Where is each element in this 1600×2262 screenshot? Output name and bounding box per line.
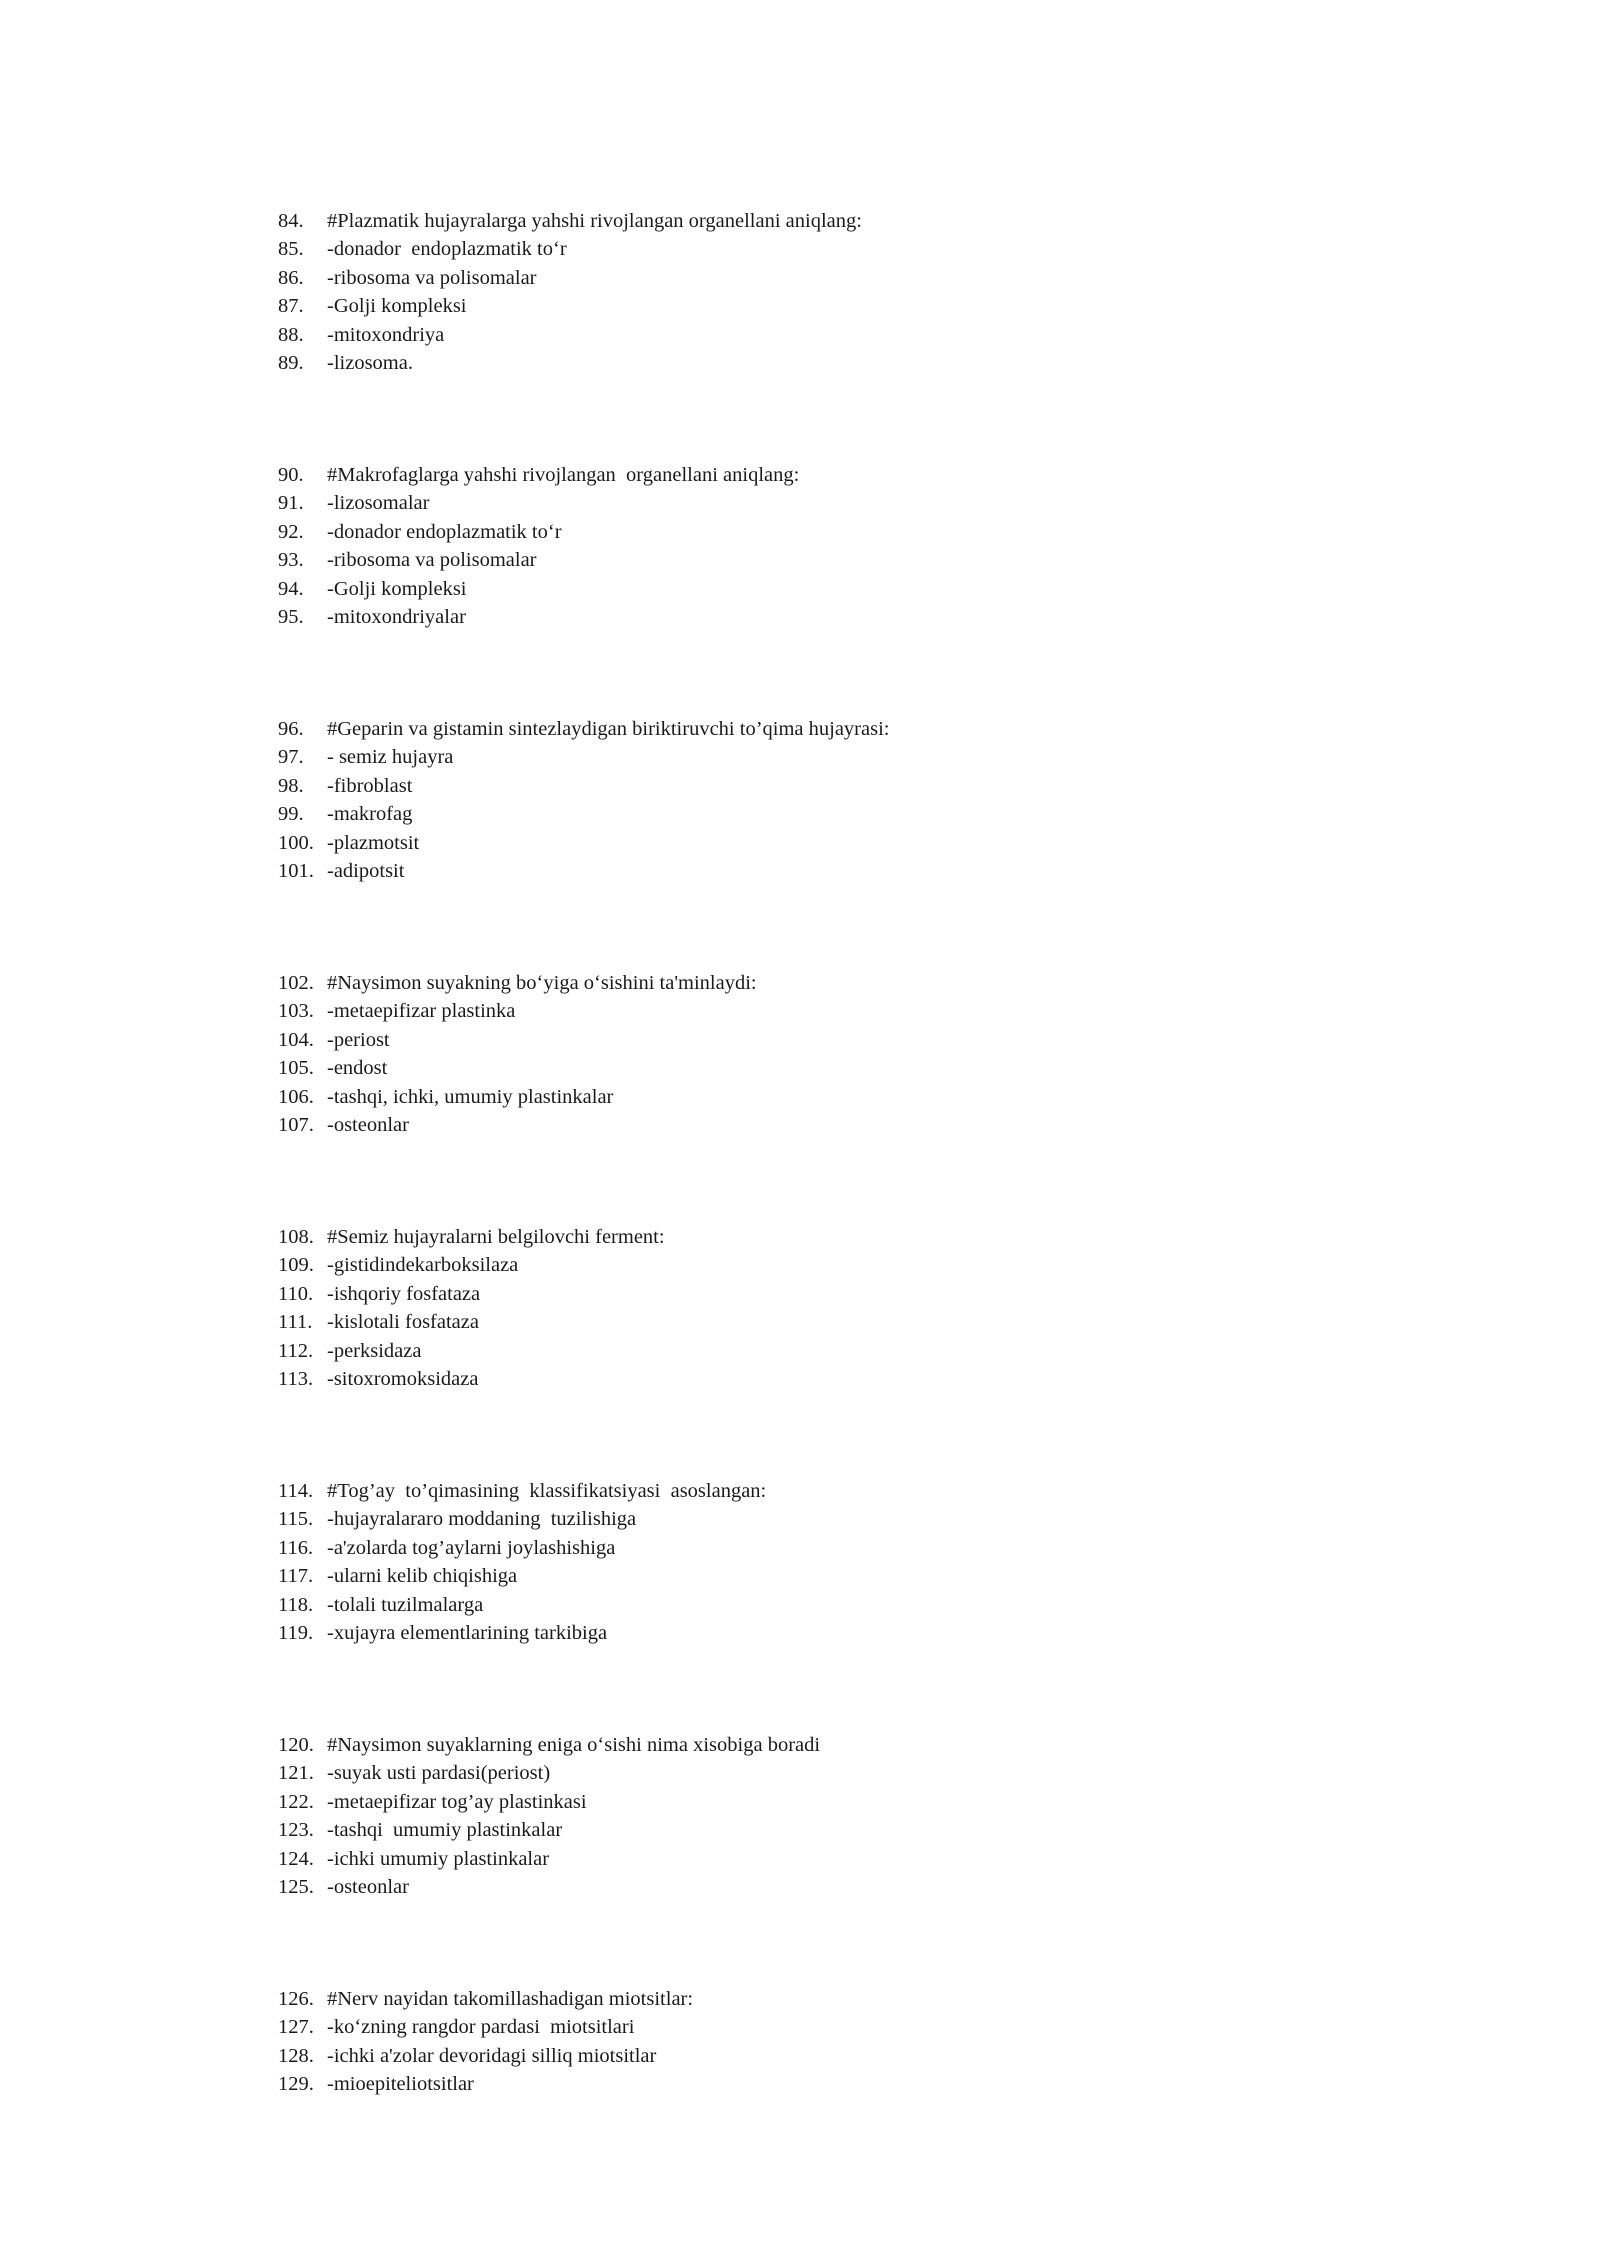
- item-number: 115.: [278, 1508, 314, 1531]
- option-text: -donador endoplazmatik to‘r: [327, 520, 562, 543]
- question-block: [278, 1223, 1378, 1393]
- option-line: [278, 743, 1378, 771]
- option-line: [278, 829, 1378, 857]
- option-line: [278, 235, 1378, 263]
- option-text: -donador endoplazmatik to‘r: [327, 238, 567, 261]
- item-number: 120.: [278, 1734, 314, 1756]
- option-line: [278, 1873, 1378, 1901]
- item-number: 94.: [278, 577, 304, 600]
- item-number: 84.: [278, 210, 304, 232]
- question-block: [278, 715, 1378, 885]
- item-number: 89.: [278, 351, 304, 374]
- question-block: [278, 461, 1378, 631]
- item-number: 90.: [278, 464, 304, 486]
- option-text: - semiz hujayra: [327, 746, 454, 769]
- item-number: 102.: [278, 972, 314, 994]
- item-number: 106.: [278, 1085, 314, 1108]
- option-line: [278, 1054, 1378, 1082]
- option-text: -plazmotsit: [327, 831, 420, 854]
- option-line: [278, 1111, 1378, 1139]
- item-number: 124.: [278, 1847, 314, 1870]
- item-number: 117.: [278, 1565, 314, 1588]
- question-text: #Naysimon suyaklarning eniga o‘sishi nima xisobiga boradi: [327, 1734, 821, 1756]
- item-number: 111.: [278, 1311, 313, 1334]
- option-line: [278, 2013, 1378, 2041]
- option-text: -mioepiteliotsitlar: [327, 2073, 474, 2096]
- question-line: [278, 1477, 1378, 1505]
- item-number: 129.: [278, 2073, 314, 2096]
- option-text: -tolali tuzilmalarga: [327, 1593, 484, 1616]
- option-line: [278, 546, 1378, 574]
- option-text: -ichki umumiy plastinkalar: [327, 1847, 550, 1870]
- question-line: [278, 1985, 1378, 2013]
- question-line: [278, 715, 1378, 743]
- option-text: -mitoxondriya: [327, 323, 445, 346]
- item-number: 110.: [278, 1282, 314, 1305]
- item-number: 127.: [278, 2016, 314, 2039]
- option-line: [278, 489, 1378, 517]
- option-line: [278, 264, 1378, 292]
- option-text: -suyak usti pardasi(periost): [327, 1762, 551, 1785]
- option-line: [278, 1308, 1378, 1336]
- option-text: -sitoxromoksidaza: [327, 1367, 479, 1390]
- item-number: 113.: [278, 1367, 314, 1390]
- item-number: 116.: [278, 1536, 314, 1559]
- option-text: -a'zolarda tog’aylarni joylashishiga: [327, 1536, 616, 1559]
- item-number: 95.: [278, 605, 304, 628]
- option-line: [278, 1788, 1378, 1816]
- item-number: 118.: [278, 1593, 314, 1616]
- item-number: 96.: [278, 718, 304, 740]
- option-line: [278, 1591, 1378, 1619]
- item-number: 86.: [278, 266, 304, 289]
- item-number: 114.: [278, 1480, 314, 1502]
- question-text: #Nerv nayidan takomillashadigan miotsitlar:: [327, 1988, 694, 2010]
- item-number: 112.: [278, 1339, 314, 1362]
- option-line: [278, 321, 1378, 349]
- item-number: 99.: [278, 803, 304, 826]
- option-line: [278, 1505, 1378, 1533]
- question-line: [278, 461, 1378, 489]
- item-number: 128.: [278, 2044, 314, 2067]
- option-line: [278, 603, 1378, 631]
- item-number: 126.: [278, 1988, 314, 2010]
- item-number: 88.: [278, 323, 304, 346]
- option-line: [278, 1619, 1378, 1647]
- option-line: [278, 1280, 1378, 1308]
- item-number: 104.: [278, 1028, 314, 1051]
- item-number: 98.: [278, 774, 304, 797]
- option-text: -xujayra elementlarining tarkibiga: [327, 1621, 608, 1644]
- item-number: 119.: [278, 1621, 314, 1644]
- option-line: [278, 1562, 1378, 1590]
- option-line: [278, 1337, 1378, 1365]
- item-number: 123.: [278, 1819, 314, 1842]
- option-line: [278, 1816, 1378, 1844]
- option-text: -endost: [327, 1057, 388, 1080]
- option-text: -ichki a'zolar devoridagi silliq miotsitlar: [327, 2044, 657, 2067]
- question-text: #Semiz hujayralarni belgilovchi ferment:: [327, 1226, 665, 1248]
- option-text: -ribosoma va polisomalar: [327, 549, 537, 572]
- option-line: [278, 292, 1378, 320]
- option-line: [278, 800, 1378, 828]
- question-block: [278, 1985, 1378, 2099]
- item-number: 108.: [278, 1226, 314, 1248]
- option-text: -osteonlar: [327, 1875, 409, 1898]
- option-text: -makrofag: [327, 803, 413, 826]
- option-text: -metaepifizar tog’ay plastinkasi: [327, 1790, 587, 1813]
- option-text: -ribosoma va polisomalar: [327, 266, 537, 289]
- option-text: -lizosoma.: [327, 351, 413, 374]
- option-text: -perksidaza: [327, 1339, 422, 1362]
- question-block: [278, 969, 1378, 1139]
- item-number: 125.: [278, 1875, 314, 1898]
- option-line: [278, 1251, 1378, 1279]
- option-line: [278, 1534, 1378, 1562]
- option-text: -gistidindekarboksilaza: [327, 1254, 519, 1277]
- option-text: -Golji kompleksi: [327, 577, 467, 600]
- question-line: [278, 1731, 1378, 1759]
- item-number: 101.: [278, 859, 314, 882]
- item-number: 91.: [278, 492, 304, 515]
- question-text: #Makrofaglarga yahshi rivojlangan organellani aniqlang:: [327, 464, 800, 486]
- option-text: -metaepifizar plastinka: [327, 1000, 516, 1023]
- item-number: 97.: [278, 746, 304, 769]
- option-line: [278, 997, 1378, 1025]
- option-text: -periost: [327, 1028, 390, 1051]
- question-text: #Naysimon suyakning bo‘yiga o‘sishini ta'minlaydi:: [327, 972, 757, 994]
- option-line: [278, 575, 1378, 603]
- question-line: [278, 969, 1378, 997]
- item-number: 100.: [278, 831, 314, 854]
- item-number: 103.: [278, 1000, 314, 1023]
- question-block: [278, 207, 1378, 377]
- option-line: [278, 772, 1378, 800]
- option-text: -ko‘zning rangdor pardasi miotsitlari: [327, 2016, 635, 2039]
- question-line: [278, 1223, 1378, 1251]
- option-text: -lizosomalar: [327, 492, 430, 515]
- option-line: [278, 2042, 1378, 2070]
- question-text: #Geparin va gistamin sintezlaydigan biriktiruvchi to’qima hujayrasi:: [327, 718, 890, 740]
- option-line: [278, 1026, 1378, 1054]
- question-text: #Plazmatik hujayralarga yahshi rivojlangan organellani aniqlang:: [327, 210, 862, 232]
- option-text: -tashqi, ichki, umumiy plastinkalar: [327, 1085, 614, 1108]
- question-line: [278, 207, 1378, 235]
- item-number: 93.: [278, 549, 304, 572]
- option-line: [278, 1083, 1378, 1111]
- item-number: 107.: [278, 1113, 314, 1136]
- option-line: [278, 857, 1378, 885]
- question-text: #Tog’ay to’qimasining klassifikatsiyasi asoslangan:: [327, 1480, 767, 1502]
- option-text: -kislotali fosfataza: [327, 1311, 479, 1334]
- option-text: -mitoxondriyalar: [327, 605, 466, 628]
- item-number: 87.: [278, 295, 304, 318]
- option-text: -osteonlar: [327, 1113, 409, 1136]
- option-line: [278, 1365, 1378, 1393]
- item-number: 85.: [278, 238, 304, 261]
- option-text: -adipotsit: [327, 859, 405, 882]
- option-line: [278, 1759, 1378, 1787]
- option-text: -Golji kompleksi: [327, 295, 467, 318]
- option-text: -tashqi umumiy plastinkalar: [327, 1819, 563, 1842]
- option-line: [278, 349, 1378, 377]
- item-number: 92.: [278, 520, 304, 543]
- option-text: -hujayralararo moddaning tuzilishiga: [327, 1508, 637, 1531]
- option-text: -ishqoriy fosfataza: [327, 1282, 481, 1305]
- item-number: 109.: [278, 1254, 314, 1277]
- question-block: [278, 1731, 1378, 1901]
- item-number: 105.: [278, 1057, 314, 1080]
- option-line: [278, 2070, 1378, 2098]
- question-block: [278, 1477, 1378, 1647]
- option-text: -ularni kelib chiqishiga: [327, 1565, 518, 1588]
- option-line: [278, 518, 1378, 546]
- item-number: 122.: [278, 1790, 314, 1813]
- item-number: 121.: [278, 1762, 314, 1785]
- option-text: -fibroblast: [327, 774, 413, 797]
- option-line: [278, 1845, 1378, 1873]
